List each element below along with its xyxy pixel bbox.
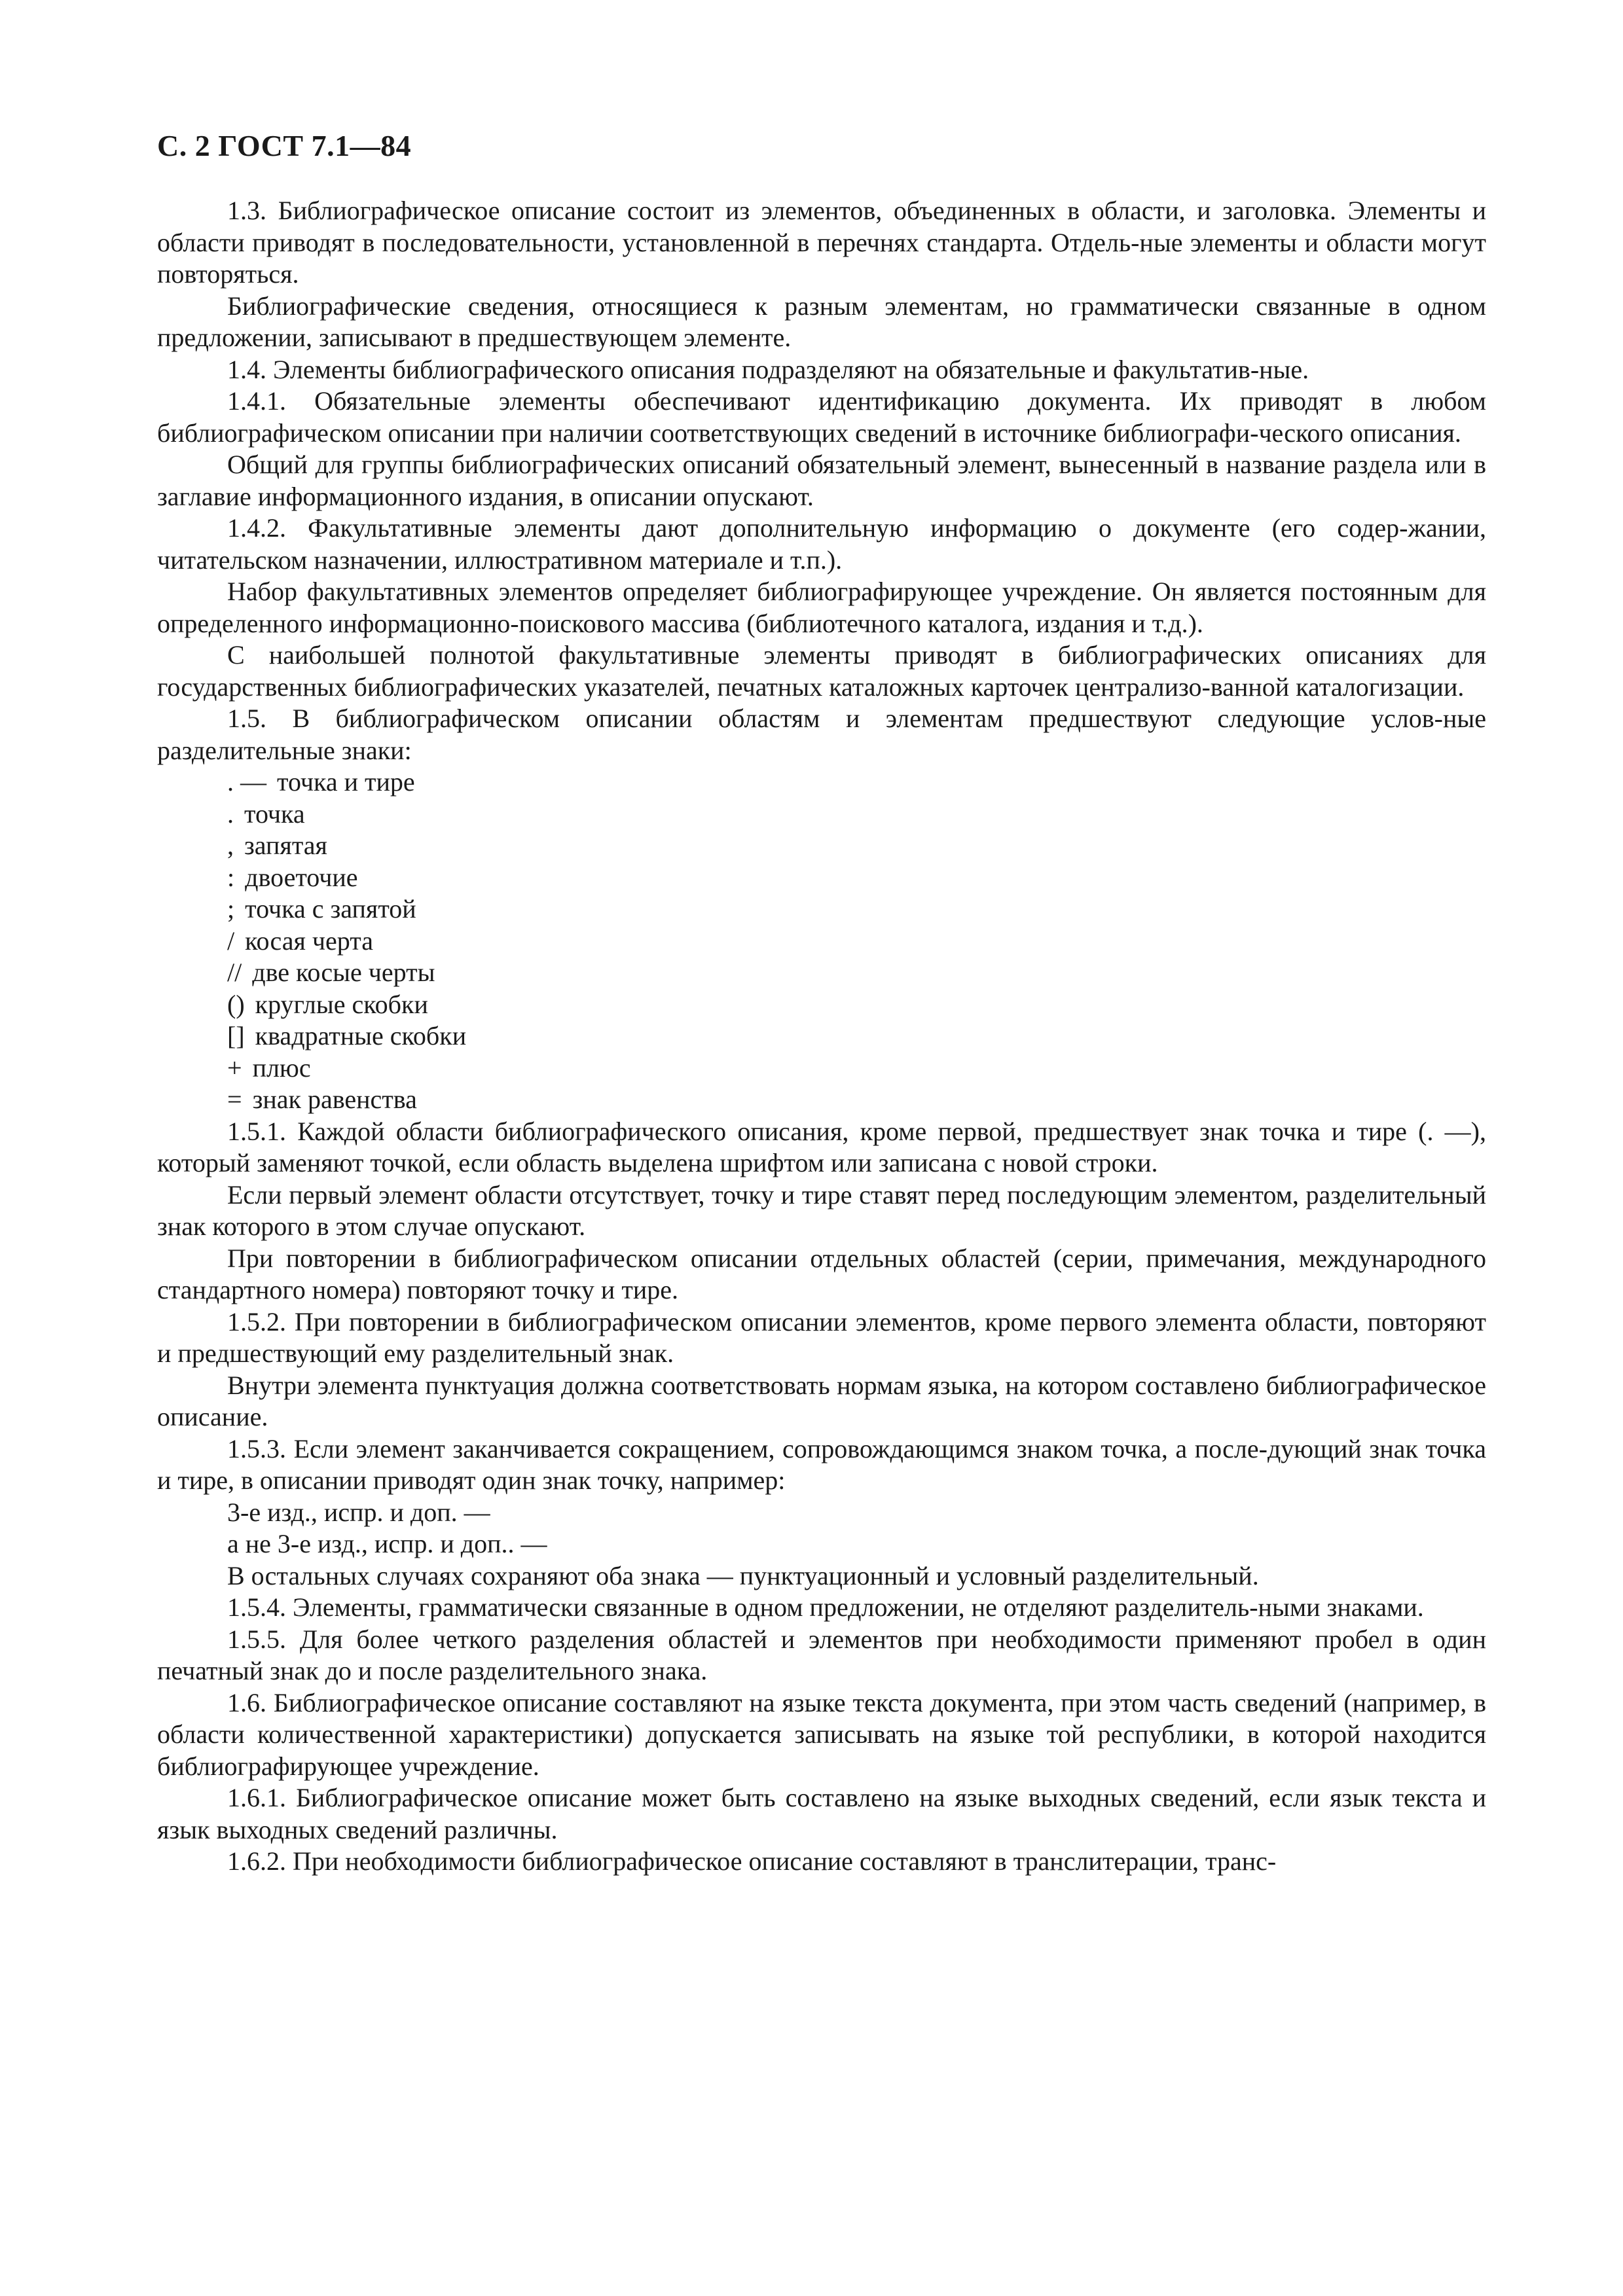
separator-label: плюс bbox=[252, 1052, 311, 1083]
separator-label: квадратные скобки bbox=[255, 1021, 467, 1050]
document-body bbox=[157, 195, 1486, 1878]
paragraph: Набор факультативных элементов определяет библиографирующее учреждение. Он является постоянным для определенного информационно-поискового массива (библиотечного каталога, издания и т.д.). bbox=[157, 577, 1486, 638]
paragraph: Общий для группы библиографических описаний обязательный элемент, вынесенный в название раздела или в заглавие информационного издания, в описании опускают. bbox=[157, 450, 1486, 511]
separator-label: точка и тире bbox=[277, 767, 415, 797]
separator-item bbox=[157, 893, 1486, 925]
separator-item bbox=[157, 766, 1486, 798]
paragraph: Библиографические сведения, относящиеся к разным элементам, но грамматически связанные в одном предложении, записывают в предшествующем элементе. bbox=[157, 291, 1486, 352]
separator-item bbox=[157, 925, 1486, 958]
paragraph-1-5-4: 1.5.4. Элементы, грамматически связанные в одном предложении, не отделяют разделитель-ными знаками. bbox=[227, 1592, 1424, 1622]
separator-item bbox=[157, 989, 1486, 1021]
paragraph-1-5-2: 1.5.2. При повторении в библиографическом описании элементов, кроме первого элемента области, повторяют и предшествующий ему разделительный знак. bbox=[157, 1306, 1486, 1368]
separator-label: точка bbox=[244, 798, 305, 829]
paragraph-1-6-2: 1.6.2. При необходимости библиографическое описание составляют в транслитерации, транс- bbox=[227, 1846, 1277, 1876]
separator-label: запятая bbox=[244, 831, 327, 860]
paragraph-1-5-1: 1.5.1. Каждой области библиографического описания, кроме первой, предшествует знак точка и тире (. —), который заменяют точкой, если область выделена шрифтом или записана с новой строки. bbox=[157, 1116, 1486, 1177]
paragraph-1-6: 1.6. Библиографическое описание составляют на языке текста документа, при этом часть сведений (например, в области количественной характеристики) допускается записывать на языке той республики, в которой находится библиографирующее учреждение. bbox=[157, 1687, 1486, 1781]
separator-symbol: . — bbox=[227, 767, 266, 797]
paragraph: При повторении в библиографическом описании отдельных областей (серии, примечания, международного стандартного номера) повторяют точку и тире. bbox=[157, 1243, 1486, 1304]
separator-item bbox=[157, 1052, 1486, 1085]
separator-item bbox=[157, 957, 1486, 989]
paragraph-1-4-1: 1.4.1. Обязательные элементы обеспечивают идентификацию документа. Их приводят в любом библиографическом описании при наличии соответствующих сведений в источнике библиографи-ческого описания. bbox=[157, 386, 1486, 448]
separator-label: точка с запятой bbox=[245, 894, 416, 924]
separator-item bbox=[157, 830, 1486, 862]
example-line: а не 3-е изд., испр. и доп.. — bbox=[227, 1529, 547, 1558]
separator-symbol: + bbox=[227, 1052, 242, 1083]
separator-item bbox=[157, 862, 1486, 894]
separator-symbol: . bbox=[227, 798, 234, 829]
paragraph-1-4-2: 1.4.2. Факультативные элементы дают дополнительную информацию о документе (его содер-жании, читательском назначении, иллюстративном материале и т.п.). bbox=[157, 513, 1486, 575]
paragraph: В остальных случаях сохраняют оба знака — пунктуационный и условный разделительный. bbox=[227, 1560, 1259, 1590]
separator-symbol: [] bbox=[227, 1021, 245, 1050]
separator-symbol: / bbox=[227, 925, 235, 956]
separator-label: две косые черты bbox=[252, 958, 435, 987]
separator-label: косая черта bbox=[245, 925, 373, 956]
paragraph: Внутри элемента пунктуация должна соответствовать нормам языка, на котором составлено библиографическое описание. bbox=[157, 1370, 1486, 1431]
paragraph-1-3: 1.3. Библиографическое описание состоит из элементов, объединенных в области, и заголовка. Элементы и области приводят в последовательности, установленной в перечнях стандарта. Отдель-ные элементы и области могут повторяться. bbox=[157, 196, 1486, 289]
paragraph-1-5: 1.5. В библиографическом описании областям и элементам предшествуют следующие услов-ные разделительные знаки: bbox=[157, 704, 1486, 765]
paragraph-1-6-1: 1.6.1. Библиографическое описание может быть составлено на языке выходных сведений, если язык текста и язык выходных сведений различны. bbox=[157, 1783, 1486, 1844]
separator-symbol: // bbox=[227, 958, 242, 987]
page-header: С. 2 ГОСТ 7.1—84 bbox=[157, 129, 412, 162]
paragraph: С наибольшей полнотой факультативные элементы приводят в библиографических описаниях для государственных библиографических указателей, печатных каталожных карточек централизо-ванной каталогизации. bbox=[157, 640, 1486, 702]
separator-symbol: ; bbox=[227, 894, 235, 924]
separator-label: двоеточие bbox=[245, 862, 358, 892]
separator-symbol: : bbox=[227, 862, 235, 892]
paragraph-1-5-5: 1.5.5. Для более четкого разделения областей и элементов при необходимости применяют пробел в один печатный знак до и после разделительного знака. bbox=[157, 1624, 1486, 1685]
separator-item bbox=[157, 1020, 1486, 1052]
separator-symbol: () bbox=[227, 989, 245, 1019]
example-line: 3-е изд., испр. и доп. — bbox=[227, 1497, 490, 1527]
separator-symbol: , bbox=[227, 831, 234, 860]
separator-item bbox=[157, 1084, 1486, 1116]
separator-label: круглые скобки bbox=[255, 989, 428, 1019]
separator-symbol: = bbox=[227, 1085, 242, 1114]
paragraph-1-4: 1.4. Элементы библиографического описания подразделяют на обязательные и факультатив-ные. bbox=[227, 354, 1309, 384]
separator-list bbox=[157, 766, 1486, 1116]
separator-item bbox=[157, 798, 1486, 831]
paragraph: Если первый элемент области отсутствует, точку и тире ставят перед последующим элементом, разделительный знак которого в этом случае опускают. bbox=[157, 1179, 1486, 1241]
paragraph-1-5-3: 1.5.3. Если элемент заканчивается сокращением, сопровождающимся знаком точка, а после-дующий знак точка и тире, в описании приводят один знак точку, например: bbox=[157, 1433, 1486, 1495]
separator-label: знак равенства bbox=[252, 1085, 417, 1114]
